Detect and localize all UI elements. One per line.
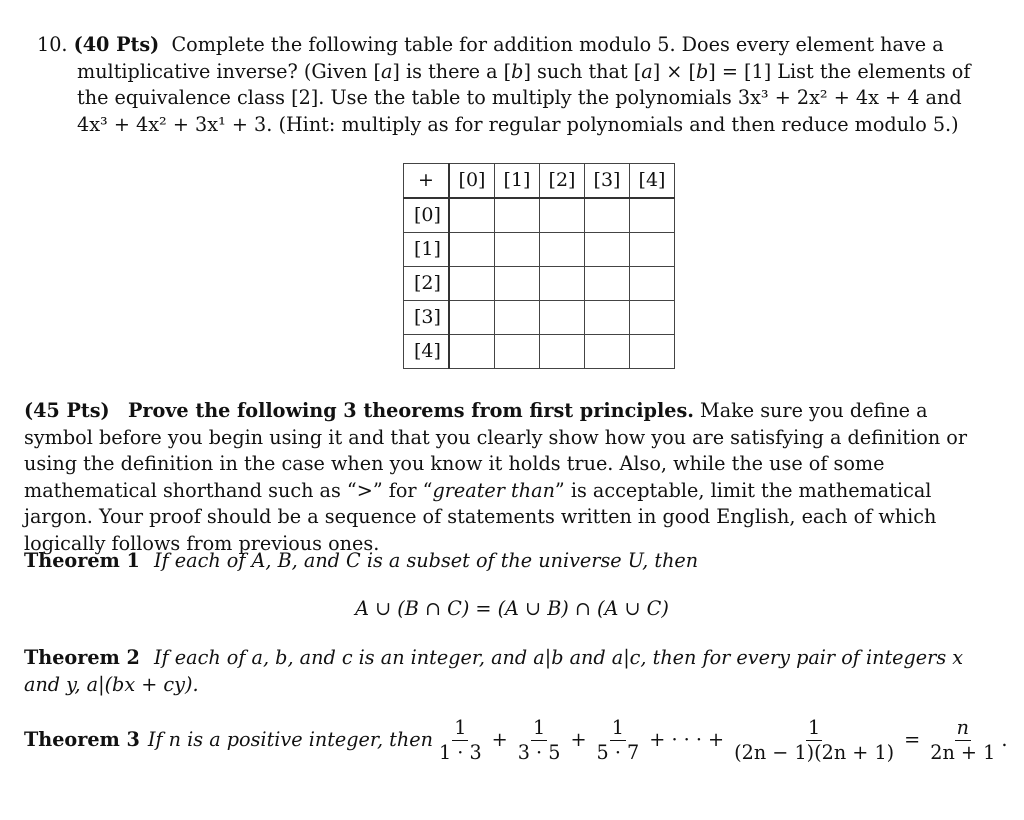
theorem-3-statement: If n is a positive integer, then [147, 728, 433, 752]
table-row [404, 198, 675, 233]
poly-term: + 3 [231, 112, 267, 136]
polynomial-2 [77, 113, 266, 136]
blank-cell[interactable] [495, 267, 540, 301]
q45-italic: greater than [432, 478, 555, 502]
blank-cell[interactable] [540, 233, 585, 267]
fraction [437, 716, 484, 765]
q10-text-part: Complete the following table for addition modulo 5. Does every element have a multiplicative inverse? (Given [ [77, 33, 944, 83]
blank-cell[interactable] [540, 301, 585, 335]
blank-cell[interactable] [540, 198, 585, 233]
blank-cell[interactable] [449, 301, 495, 335]
theorem-2 [24, 645, 1004, 698]
poly-term: + 4 [885, 86, 920, 109]
addition-mod-5-table [403, 163, 675, 369]
row-header: [2] [404, 267, 450, 301]
blank-cell[interactable] [495, 301, 540, 335]
blank-cell[interactable] [495, 198, 540, 233]
question-10-points: (40 Pts) [73, 33, 160, 56]
blank-cell[interactable] [449, 335, 495, 369]
question-number: 10. [37, 33, 68, 56]
denominator: 3 · 5 [517, 741, 561, 764]
plus-sign: + [491, 728, 508, 752]
var-b: b [695, 59, 709, 83]
poly-term: + 3x¹ [172, 112, 226, 136]
table-corner: + [404, 164, 450, 199]
theorem-1 [24, 548, 999, 575]
numerator: n [956, 716, 969, 739]
blank-cell[interactable] [585, 267, 630, 301]
blank-cell[interactable] [585, 301, 630, 335]
table-header-row [404, 164, 675, 199]
denominator: 2n + 1 [930, 741, 996, 764]
poly-term: 4x³ [77, 112, 108, 136]
q10-text-part: and [925, 86, 962, 109]
blank-cell[interactable] [630, 198, 675, 233]
blank-cell[interactable] [630, 267, 675, 301]
blank-cell[interactable] [585, 198, 630, 233]
column-header: [4] [630, 164, 675, 199]
question-45-text [24, 398, 999, 557]
theorem-1-label: Theorem 1 [24, 549, 140, 572]
table-row [404, 267, 675, 301]
theorem-3-label: Theorem 3 [24, 728, 140, 752]
column-header: [3] [585, 164, 630, 199]
q10-text-part: . (Hint: multiply as for regular polynomials and then reduce modulo 5.) [266, 112, 959, 136]
numerator: 1 [533, 716, 546, 739]
blank-cell[interactable] [495, 233, 540, 267]
blank-cell[interactable] [630, 233, 675, 267]
addition-table-container [403, 163, 675, 369]
table-row [404, 335, 675, 369]
period: . [1001, 728, 1008, 752]
blank-cell[interactable] [630, 301, 675, 335]
table-row [404, 301, 675, 335]
row-header: [1] [404, 233, 450, 267]
equation-text: A ∪ (B ∩ C) = (A ∪ B) ∩ (A ∪ C) [355, 597, 669, 620]
denominator: 1 · 3 [438, 741, 482, 764]
fraction [516, 716, 563, 765]
theorem-1-statement: If each of A, B, and C is a subset of the universe U, then [154, 549, 699, 572]
row-header: [4] [404, 335, 450, 369]
question-45-points: (45 Pts) [24, 399, 110, 422]
q10-text-part: ] = [1] List the elements of the equivalence class [2]. Use the table to multiply the polynomials [77, 59, 971, 109]
column-header: [2] [540, 164, 585, 199]
column-header: [1] [495, 164, 540, 199]
blank-cell[interactable] [540, 267, 585, 301]
theorem-2-statement: If each of a, b, and c is an integer, and a|b and a|c, then for every pair of integers x and y, a|(bx + cy). [24, 646, 964, 696]
poly-term: + 4x² [113, 112, 167, 136]
q45-body: ” is acceptable, limit the mathematical jargon. Your proof should be a sequence of statements written in good English, each of which logically follows from previous ones. [24, 478, 937, 555]
var-a: a [380, 59, 393, 83]
plus-sign: + [570, 728, 587, 752]
fraction [595, 716, 642, 765]
theorem-3-line [24, 716, 1014, 765]
q10-text-part: ] such that [ [523, 59, 642, 83]
row-header: [3] [404, 301, 450, 335]
blank-cell[interactable] [540, 335, 585, 369]
numerator: 1 [454, 716, 467, 739]
blank-cell[interactable] [585, 335, 630, 369]
numerator: 1 [611, 716, 625, 739]
fraction-result [928, 716, 997, 765]
blank-cell[interactable] [630, 335, 675, 369]
theorem-2-label: Theorem 2 [24, 646, 140, 669]
question-45 [24, 398, 999, 557]
blank-cell[interactable] [449, 198, 495, 233]
denominator: (2n − 1)(2n + 1) [734, 741, 895, 764]
blank-cell[interactable] [585, 233, 630, 267]
theorem-1-equation [0, 596, 1024, 623]
row-header: [0] [404, 198, 450, 233]
q10-text-part: ] is there a [ [392, 59, 512, 83]
denominator: 5 · 7 [596, 741, 640, 764]
column-header: [0] [449, 164, 495, 199]
var-b: b [511, 59, 524, 83]
q45-body: Make sure you define a symbol before you begin using it and that you clearly show how you are satisfying a definition or using the definition in the case when you know it holds true. Also, while the use of some mathematical shorthand such as “>” for “ [24, 399, 967, 502]
fraction-general-term [732, 716, 896, 765]
q10-text-part: ] × [ [652, 59, 696, 83]
table-row [404, 233, 675, 267]
poly-term: + 2x² [774, 86, 828, 109]
equals-sign: = [904, 728, 921, 752]
var-a: a [641, 59, 653, 83]
poly-term: 3x³ [737, 86, 769, 109]
question-10 [37, 32, 997, 138]
question-45-heading: Prove the following 3 theorems from first principles. [127, 399, 694, 422]
question-10-text [37, 32, 997, 138]
theorem-3 [24, 716, 1014, 765]
ellipsis: + · · · + [649, 728, 725, 752]
numerator: 1 [808, 716, 821, 739]
poly-term: + 4x [833, 86, 879, 109]
blank-cell[interactable] [449, 267, 495, 301]
blank-cell[interactable] [449, 233, 495, 267]
polynomial-1 [738, 86, 920, 109]
blank-cell[interactable] [495, 335, 540, 369]
